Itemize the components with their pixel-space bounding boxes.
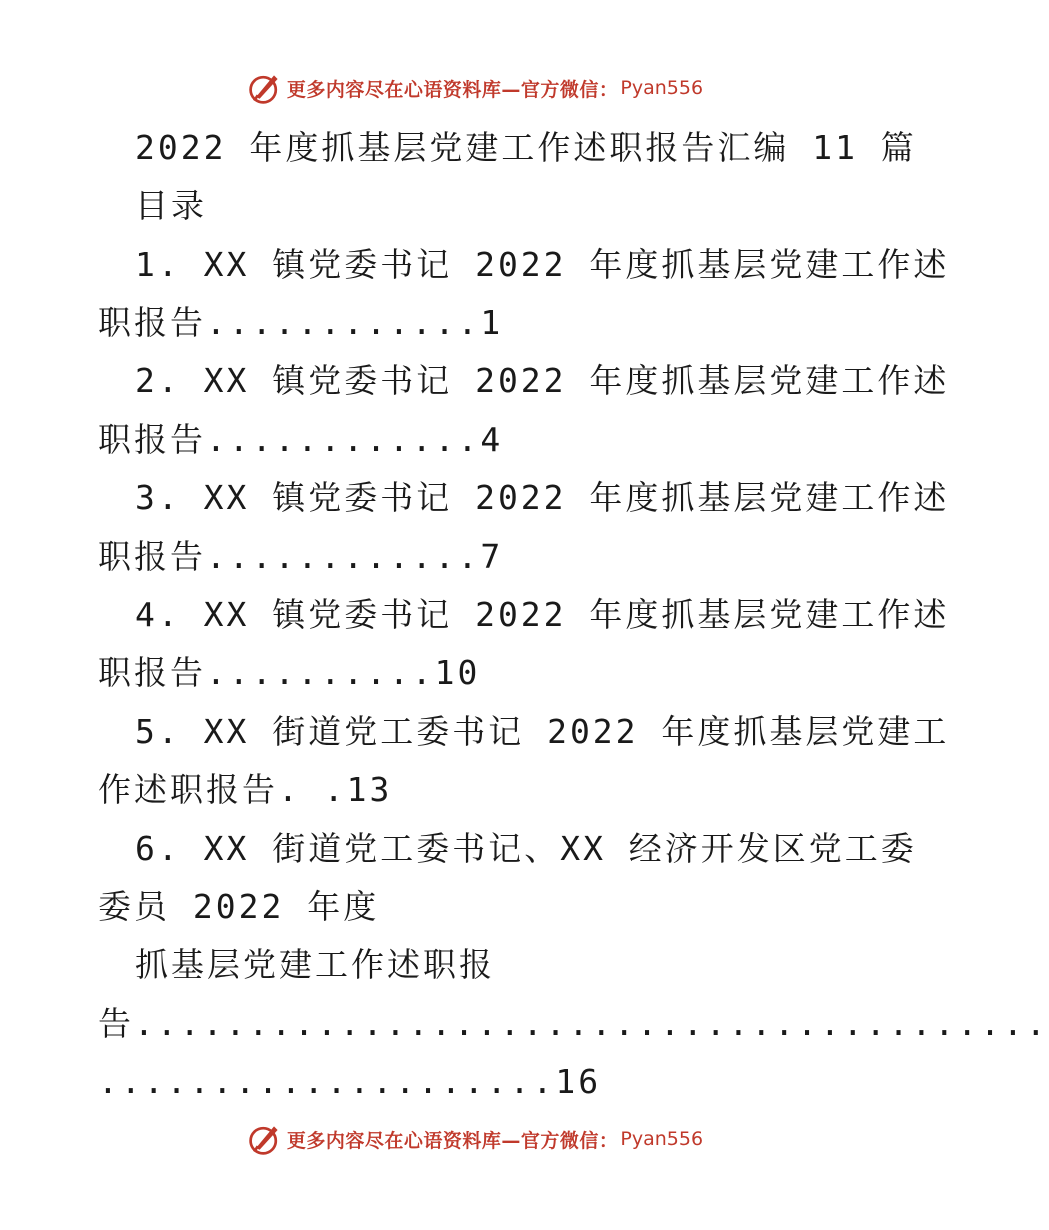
toc-entry-1: 1. XX 镇党委书记 2022 年度抓基层党建工作述	[135, 245, 950, 284]
watermark-wechat-id: Pyan556	[620, 1128, 704, 1150]
toc-entry-6: 6. XX 街道党工委书记、XX 经济开发区党工委	[135, 829, 917, 868]
watermark-text: 更多内容尽在心语资料库—官方微信：	[286, 78, 619, 101]
toc-heading: 目录	[135, 186, 207, 225]
toc-entry-5-cont: 作述职报告. .13	[98, 770, 393, 809]
document-title: 2022 年度抓基层党建工作述职报告汇编 11 篇	[135, 128, 917, 167]
toc-entry-5: 5. XX 街道党工委书记 2022 年度抓基层党建工	[135, 712, 950, 751]
quill-logo-icon	[247, 70, 283, 106]
footer-watermark	[0, 1121, 950, 1157]
watermark-wechat-id: Pyan556	[620, 77, 704, 99]
toc-entry-2-cont: 职报告............4	[98, 420, 504, 459]
toc-entry-2: 2. XX 镇党委书记 2022 年度抓基层党建工作述	[135, 361, 950, 400]
toc-entry-4-cont: 职报告..........10	[98, 653, 481, 692]
header-watermark	[0, 70, 950, 106]
toc-entry-6-cont-3: 告........................................	[98, 1004, 1049, 1043]
toc-entry-6-page: ....................16	[98, 1062, 602, 1101]
toc-entry-3-cont: 职报告............7	[98, 537, 504, 576]
quill-logo-icon	[247, 1121, 283, 1157]
toc-entry-1-cont: 职报告............1	[98, 303, 504, 342]
toc-entry-3: 3. XX 镇党委书记 2022 年度抓基层党建工作述	[135, 478, 950, 517]
toc-entry-6-cont: 委员 2022 年度	[98, 887, 380, 926]
watermark-text: 更多内容尽在心语资料库—官方微信：	[286, 1129, 619, 1152]
toc-entry-6-cont-2: 抓基层党建工作述职报	[135, 945, 495, 984]
toc-entry-4: 4. XX 镇党委书记 2022 年度抓基层党建工作述	[135, 595, 950, 634]
